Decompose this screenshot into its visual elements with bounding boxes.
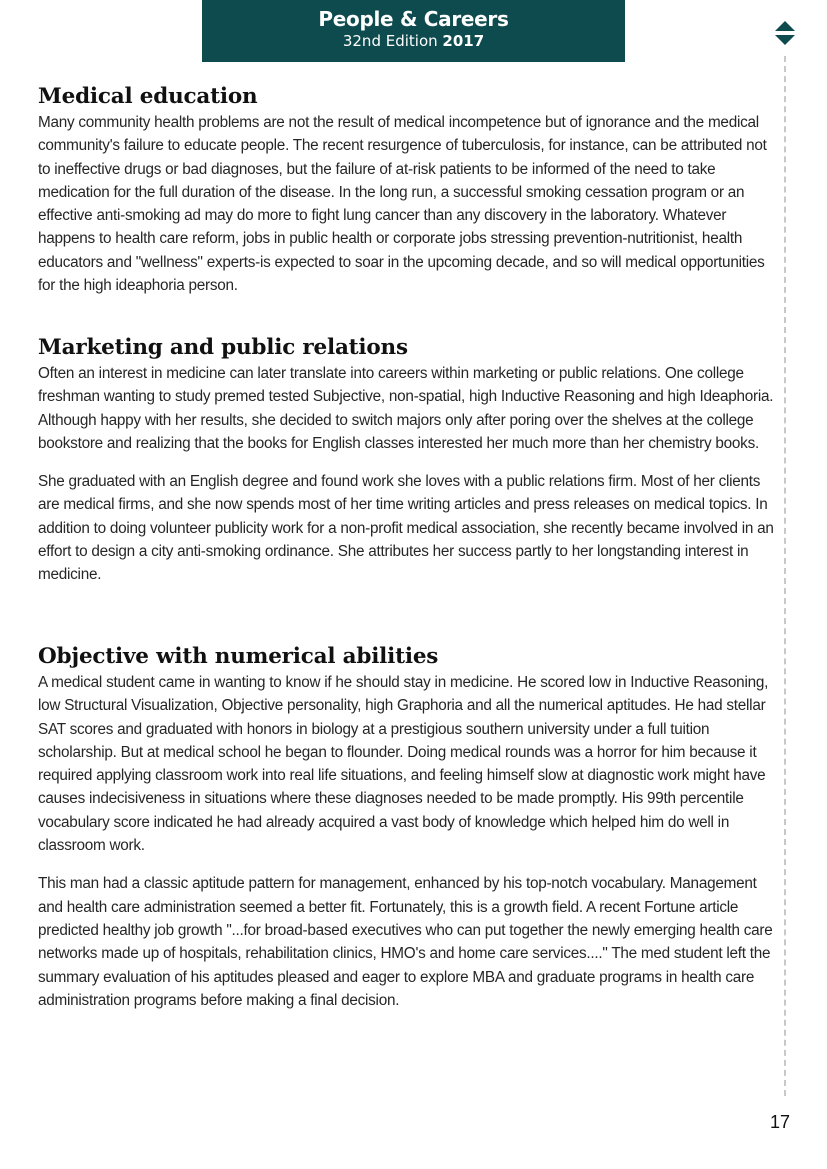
section-heading: Medical education — [38, 84, 258, 109]
paragraph: Often an interest in medicine can later translate into careers within marketing or public relations. One college freshman wanting to study premed tested Subjective, non-spatial, high Inductive Reasoning and high Ideaphoria. Although happy with her results, she decided to switch majors only after poring over the shelves at the college bookstore and realizing that the books for English classes interested her much more than her chemistry books. — [38, 365, 774, 452]
page-header-banner — [202, 0, 625, 62]
page-number: 17 — [770, 1112, 791, 1132]
paragraph: A medical student came in wanting to know if he should stay in medicine. He scored low in Inductive Reasoning, low Structural Visualization, Objective personality, high Graphoria and all the numerical aptitudes. He had stellar SAT scores and graduated with honors in biology at a prestigious southern university under a full tuition scholarship. But at medical school he began to flounder. Doing medical rounds was a horror for him because it required applying classroom work into real life situations, and feeling himself slow at diagnostic work might have causes indecisiveness in situations where these diagnoses needed to be made promptly. His 99th percentile vocabulary score indicated he had already acquired a vast body of knowledge which helped him do well in classroom work. — [38, 674, 769, 855]
publication-title: People & Careers — [318, 7, 509, 31]
edition-year: 2017 — [442, 32, 485, 50]
paragraph: She graduated with an English degree and found work she loves with a public relations firm. Most of her clients are medical firms, and she now spends most of her time writing articles and press releases on medical topics. In addition to doing volunteer publicity work for a non-profit medical association, she recently became involved in an effort to design a city anti-smoking ordinance. She attributes her success partly to her longstanding interest in medicine. — [38, 473, 774, 584]
edition-label: 32nd Edition — [342, 32, 443, 50]
section-heading: Objective with numerical abilities — [38, 644, 439, 669]
section-objective-numerical-abilities — [38, 643, 778, 1012]
paragraph: This man had a classic aptitude pattern for management, enhanced by his top-notch vocabulary. Management and health care administration seemed a better fit. Fortunately, this is a growth field. A recent Fortune article predicted healthy job growth "...for broad-based executives who can put together the newly emerging health care networks made up of hospitals, rehabilitation clinics, HMO's and home care services...." The med student left the summary evaluation of his aptitudes pleased and eager to explore MBA and graduate programs in health care administration programs before making a final decision. — [38, 875, 773, 1009]
edition-line — [202, 31, 625, 51]
paragraph: Many community health problems are not the result of medical incompetence but of ignorance and the medical community's failure to educate people. The recent resurgence of tuberculosis, for instance, can be attributed not to ineffective drugs or bad diagnoses, but the failure of at-risk patients to be informed of the need to take medication for the full duration of the disease. In the long run, a successful smoking cessation program or an effective anti-smoking ad may do more to fight lung cancer than any discovery in the laboratory. Whatever happens to health care reform, jobs in public health or corporate jobs stressing prevention-nutritionist, health educators and "wellness" experts-is expected to soar in the upcoming decade, and so will medical opportunities for the high ideaphoria person. — [38, 114, 767, 295]
section-medical-education — [38, 83, 778, 297]
section-heading: Marketing and public relations — [38, 335, 408, 360]
section-marketing-public-relations — [38, 334, 778, 587]
up-down-triangle-icon[interactable] — [775, 21, 795, 45]
scroll-rail-dotted-line[interactable] — [784, 56, 786, 1096]
